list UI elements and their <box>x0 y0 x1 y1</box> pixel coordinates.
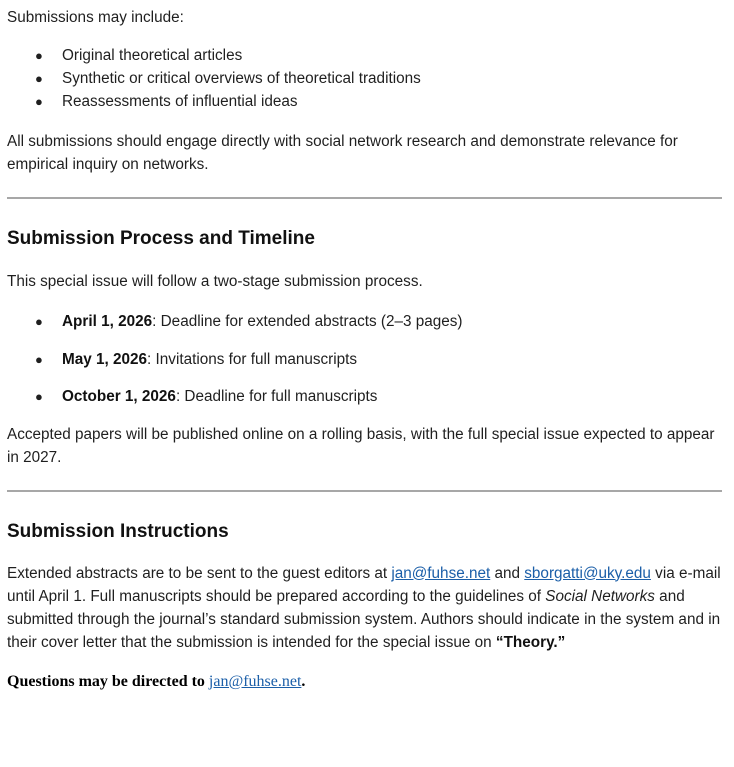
list-item: ● Reassessments of influential ideas <box>7 90 727 113</box>
list-item: ● October 1, 2026: Deadline for full manuscripts <box>7 385 727 408</box>
list-item: ● May 1, 2026: Invitations for full manuscripts <box>7 348 727 371</box>
divider <box>7 197 722 199</box>
bullet-icon: ● <box>35 48 43 63</box>
list-item: ● Original theoretical articles <box>7 44 727 67</box>
questions-email-link[interactable]: jan@fuhse.net <box>208 672 302 690</box>
bullet-icon: ● <box>35 389 43 404</box>
submission-types-list <box>7 44 727 113</box>
list-item: ● Synthetic or critical overviews of theoretical traditions <box>7 67 727 90</box>
timeline-list <box>7 310 727 408</box>
email-link-borgatti[interactable]: sborgatti@uky.edu <box>524 564 651 582</box>
intro-lead: Submissions may include: <box>7 9 184 26</box>
bullet-icon: ● <box>35 314 43 329</box>
divider <box>7 490 722 492</box>
questions-line: Questions may be directed to jan@fuhse.net. <box>7 672 306 690</box>
list-item: ● April 1, 2026: Deadline for extended abstracts (2–3 pages) <box>7 310 727 333</box>
email-link-fuhse[interactable]: jan@fuhse.net <box>391 564 491 582</box>
bullet-icon: ● <box>35 71 43 86</box>
instructions-text: Extended abstracts are to be sent to the guest editors at jan@fuhse.net and sborgatti@uky.edu via e-mail until April 1. Full manuscripts should be prepared according to the guidelines of Social Networks and submitted through the journal’s standard submission system. Authors should indicate in the system and in their cover letter that the submission is intended for the special issue on “Theory.” <box>7 564 721 651</box>
instructions-heading: Submission Instructions <box>7 520 229 542</box>
intro-closing: All submissions should engage directly with social network research and demonstrate relevance for empirical inquiry on networks. <box>7 133 678 173</box>
process-heading: Submission Process and Timeline <box>7 228 315 249</box>
document-body <box>7 6 727 693</box>
bullet-icon: ● <box>35 351 43 367</box>
process-closing: Accepted papers will be published online on a rolling basis, with the full special issue expected to appear in 2027. <box>7 425 715 466</box>
process-lead: This special issue will follow a two-stage submission process. <box>7 273 423 290</box>
bullet-icon: ● <box>35 94 43 109</box>
